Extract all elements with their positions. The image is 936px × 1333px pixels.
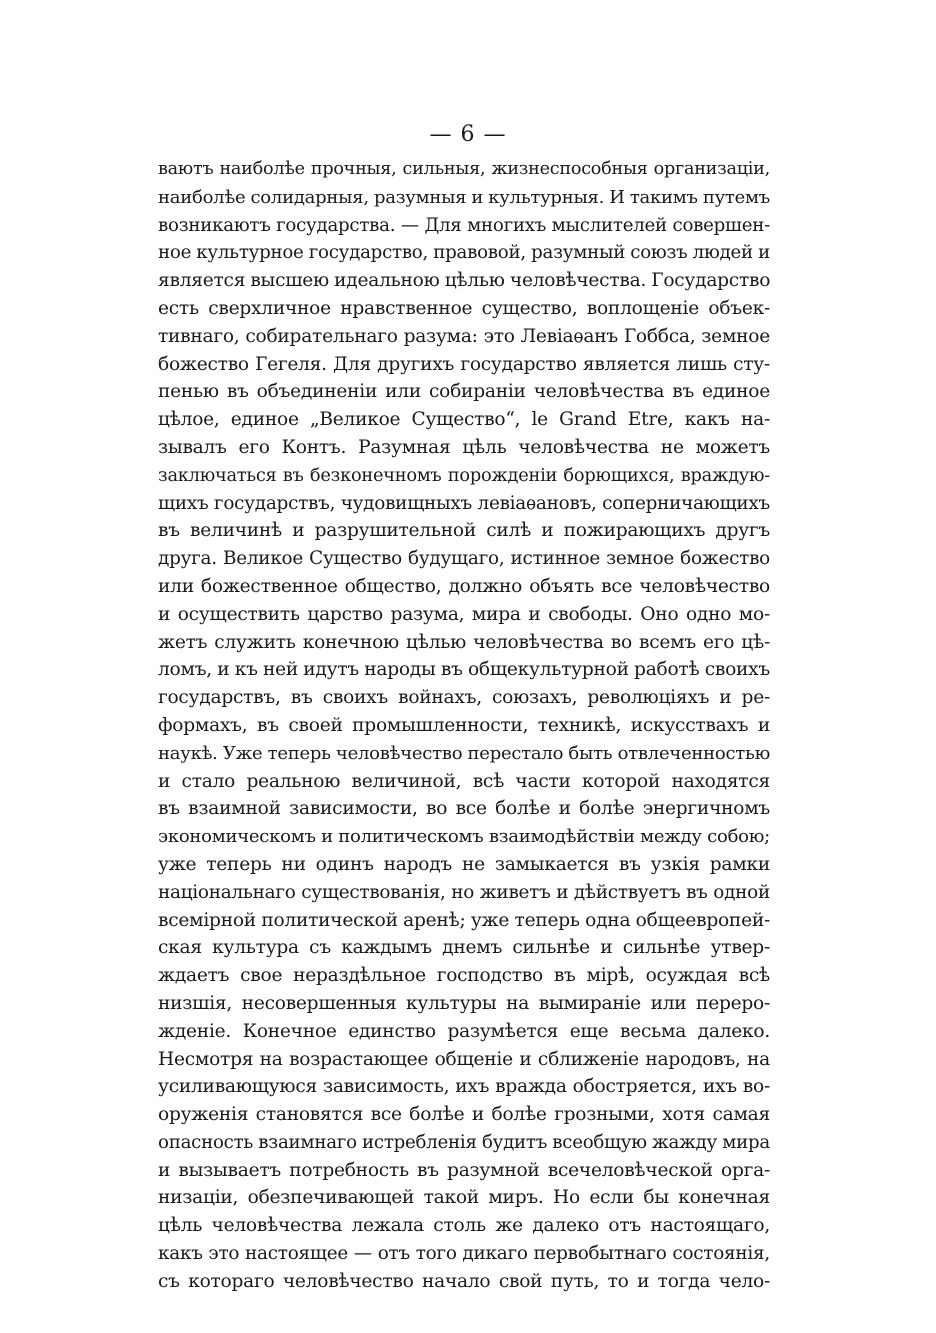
text-line: ное культурное государство, правовой, разумный союзъ людей и <box>158 242 770 264</box>
text-line: и стало реальною величиной, всѣ части которой находятся <box>158 770 770 792</box>
text-line: оруженія становятся все болѣе и болѣе грозными, хотя самая <box>158 1104 770 1126</box>
text-line: пенью въ объединеніи или собираніи человѣчества въ единое <box>158 381 770 403</box>
text-line: щихъ государствъ, чудовищныхъ левіаѳановъ, соперничающихъ <box>158 492 770 514</box>
text-line: цѣлое, единое „Великое Существо“, le Grand Etre, какъ на- <box>158 409 770 431</box>
page-number: — 6 — <box>429 122 507 147</box>
text-line: ская культура съ каждымъ днемъ сильнѣе и сильнѣе утвер- <box>158 937 770 959</box>
text-line: національнаго существованія, но живетъ и дѣйствуетъ въ одной <box>158 881 770 903</box>
text-line: въ величинѣ и разрушительной силѣ и пожирающихъ другъ <box>158 520 770 542</box>
text-line: низшія, несовершенныя культуры на вымираніе или переро- <box>158 992 770 1014</box>
text-line: низаціи, обезпечивающей такой миръ. Но если бы конечная <box>158 1187 770 1209</box>
text-line: цѣль человѣчества лежала столь же далеко отъ настоящаго, <box>158 1215 770 1237</box>
text-line: всемірной политической аренѣ; уже теперь одна общеевропей- <box>158 909 770 931</box>
text-line: заключаться въ безконечномъ порожденіи борющихся, враждую- <box>158 464 770 486</box>
text-line: ломъ, и къ ней идутъ народы въ общекультурной работѣ своихъ <box>158 659 770 681</box>
text-line: уже теперь ни одинъ народъ не замыкается въ узкія рамки <box>158 853 770 875</box>
text-line: экономическомъ и политическомъ взаимодѣйствіи между собою; <box>158 826 770 848</box>
text-line: божество Гегеля. Для другихъ государство является лишь сту- <box>158 353 770 375</box>
text-line: жетъ служить конечною цѣлью человѣчества во всемъ его цѣ- <box>158 631 770 653</box>
text-line: ждаетъ свое нераздѣльное господство въ мірѣ, осуждая всѣ <box>158 965 770 987</box>
text-line: усиливающуюся зависимость, ихъ вражда обостряется, ихъ во- <box>158 1076 770 1098</box>
text-line: или божественное общество, должно объять все человѣчество <box>158 575 770 597</box>
body-text <box>158 156 770 1296</box>
text-line: опасность взаимнаго истребленія будитъ всеобщую жажду мира <box>158 1131 770 1153</box>
text-line: тивнаго, собирательнаго разума: это Левіаѳанъ Гоббса, земное <box>158 325 770 347</box>
text-line: наукѣ. Уже теперь человѣчество перестало быть отвлеченностью <box>158 742 770 764</box>
text-line: Несмотря на возрастающее общеніе и сближеніе народовъ, на <box>158 1048 770 1070</box>
text-line: возникаютъ государства. — Для многихъ мыслителей совершен- <box>158 214 770 236</box>
text-line: зывалъ его Контъ. Разумная цѣль человѣчества не можетъ <box>158 436 770 458</box>
text-line: и вызываетъ потребность въ разумной всечеловѣческой орга- <box>158 1159 770 1181</box>
text-line: формахъ, въ своей промышленности, техникѣ, искусствахъ и <box>158 714 770 736</box>
text-line: съ котораго человѣчество начало свой путь, то и тогда чело- <box>158 1270 770 1292</box>
text-line: государствъ, въ своихъ войнахъ, союзахъ, революціяхъ и ре- <box>158 687 770 709</box>
text-line: какъ это настоящее — отъ того дикаго первобытнаго состоянія, <box>158 1243 770 1265</box>
text-line: въ взаимной зависимости, во все болѣе и болѣе энергичномъ <box>158 798 770 820</box>
text-line: и осуществить царство разума, мира и свободы. Оно одно мо- <box>158 603 770 625</box>
text-line: ваютъ наиболѣе прочныя, сильныя, жизнеспособныя организаціи, <box>158 159 770 179</box>
text-line: наиболѣе солидарныя, разумныя и культурныя. И такимъ путемъ <box>158 186 770 208</box>
text-line: есть сверхличное нравственное существо, воплощеніе объек- <box>158 297 770 319</box>
text-line: друга. Великое Существо будущаго, истинное земное божество <box>158 548 770 570</box>
text-line: жденіе. Конечное единство разумѣется еще весьма далеко. <box>158 1020 770 1042</box>
text-line: является высшею идеальною цѣлью человѣчества. Государство <box>158 270 770 292</box>
